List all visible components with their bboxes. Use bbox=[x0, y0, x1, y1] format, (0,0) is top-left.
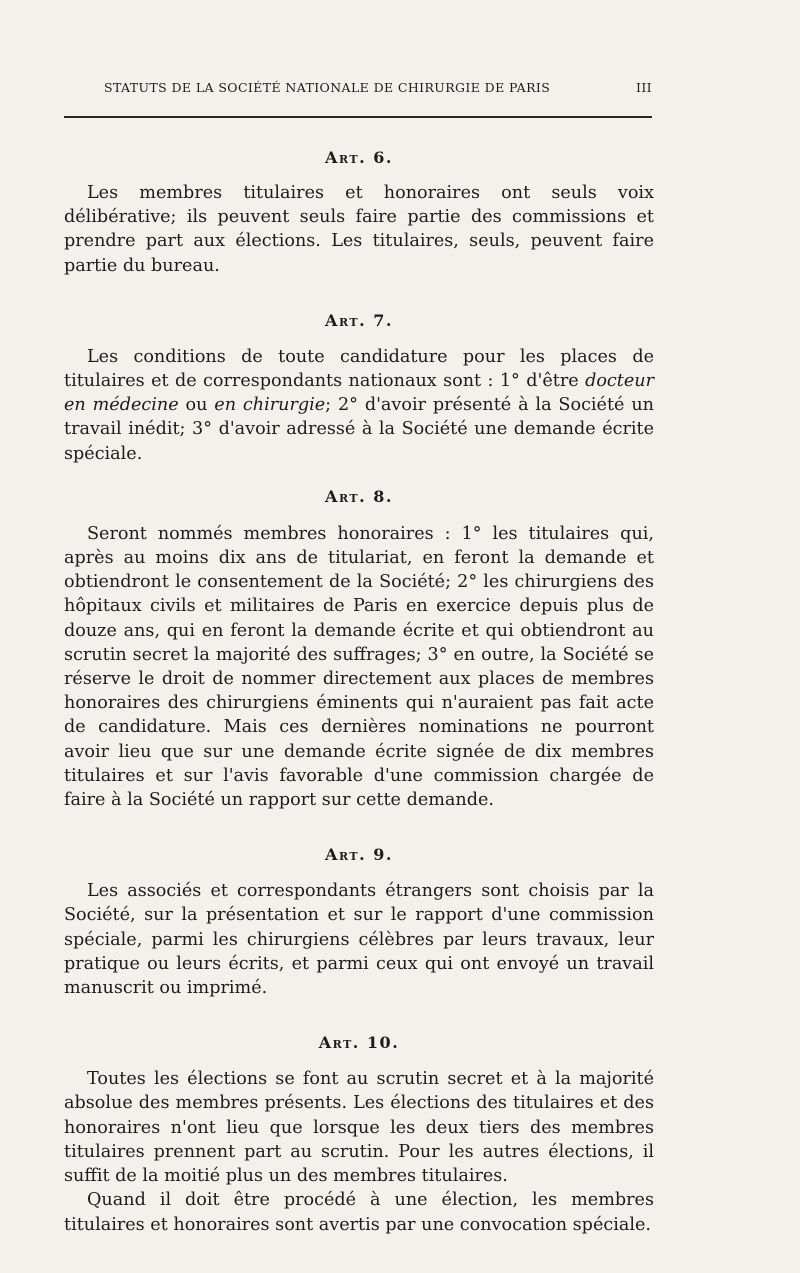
article-10 bbox=[64, 1033, 654, 1236]
article-9-heading: Art. 9. bbox=[325, 845, 393, 865]
article-7-paragraph: Les conditions de toute candidature pour les places de titulaires et de correspondants nationaux sont : 1° d'être docteur en médecine ou en chirurgie; 2° d'avoir présenté à la Société un travail inédit; 3° d'avoir adressé à la Société une demande écrite spéciale. bbox=[64, 346, 654, 464]
header-rule bbox=[64, 116, 652, 118]
degree-medicine: docteur en médecine bbox=[64, 371, 654, 416]
article-10-paragraph-1: Toutes les élections se font au scrutin secret et à la majorité absolue des membres présents. Les élections des titulaires et des honoraires n'ont lieu que lorsque les deux tiers des membres titulaires prennent part au scrutin. Pour les autres élections, il suffit de la moitié plus un des membres titulaires. bbox=[64, 1069, 654, 1187]
article-10-heading: Art. 10. bbox=[318, 1033, 400, 1053]
page-number: III bbox=[635, 80, 652, 95]
article-7 bbox=[64, 311, 654, 466]
running-head bbox=[104, 80, 652, 95]
article-9-paragraph: Les associés et correspondants étrangers sont choisis par la Société, sur la présentation et sur le rapport d'une commission spéciale, parmi les chirurgiens célèbres par leurs travaux, leur pratique ou leurs écrits, et parmi ceux qui ont envoyé un travail manuscrit ou imprimé. bbox=[64, 881, 654, 999]
article-8-heading: Art. 8. bbox=[325, 486, 393, 506]
article-9 bbox=[64, 845, 654, 1000]
degree-surgery: en chirurgie bbox=[214, 395, 326, 416]
article-7-heading: Art. 7. bbox=[325, 310, 393, 330]
running-head-title: STATUTS DE LA SOCIÉTÉ NATIONALE DE CHIRURGIE DE PARIS bbox=[104, 80, 551, 95]
article-6 bbox=[64, 148, 654, 278]
article-8-paragraph: Seront nommés membres honoraires : 1° les titulaires qui, après au moins dix ans de titulariat, en feront la demande et obtiendront le consentement de la Société; 2° les chirurgiens des hôpitaux civils et militaires de Paris en exercice depuis plus de douze ans, qui en feront la demande écrite et qui obtiendront au scrutin secret la majorité des suffrages; 3° en outre, la Société se réserve le droit de nommer directement aux places de membres honoraires des chirurgiens éminents qui n'auraient pas fait acte de candidature. Mais ces dernières nominations ne pourront avoir lieu que sur une demande écrite signée de dix membres titulaires et sur l'avis favorable d'une commission chargée de faire à la Société un rapport sur cette demande. bbox=[64, 523, 654, 811]
page-body bbox=[64, 140, 654, 1237]
article-6-heading: Art. 6. bbox=[325, 148, 393, 167]
article-6-paragraph: Les membres titulaires et honoraires ont seuls voix délibérative; ils peuvent seuls faire partie des commissions et prendre part aux élections. Les titulaires, seuls, peuvent faire partie du bureau. bbox=[64, 183, 654, 276]
article-8 bbox=[64, 487, 654, 812]
article-10-paragraph-2: Quand il doit être procédé à une élection, les membres titulaires et honoraires sont avertis par une convocation spéciale. bbox=[64, 1190, 654, 1235]
